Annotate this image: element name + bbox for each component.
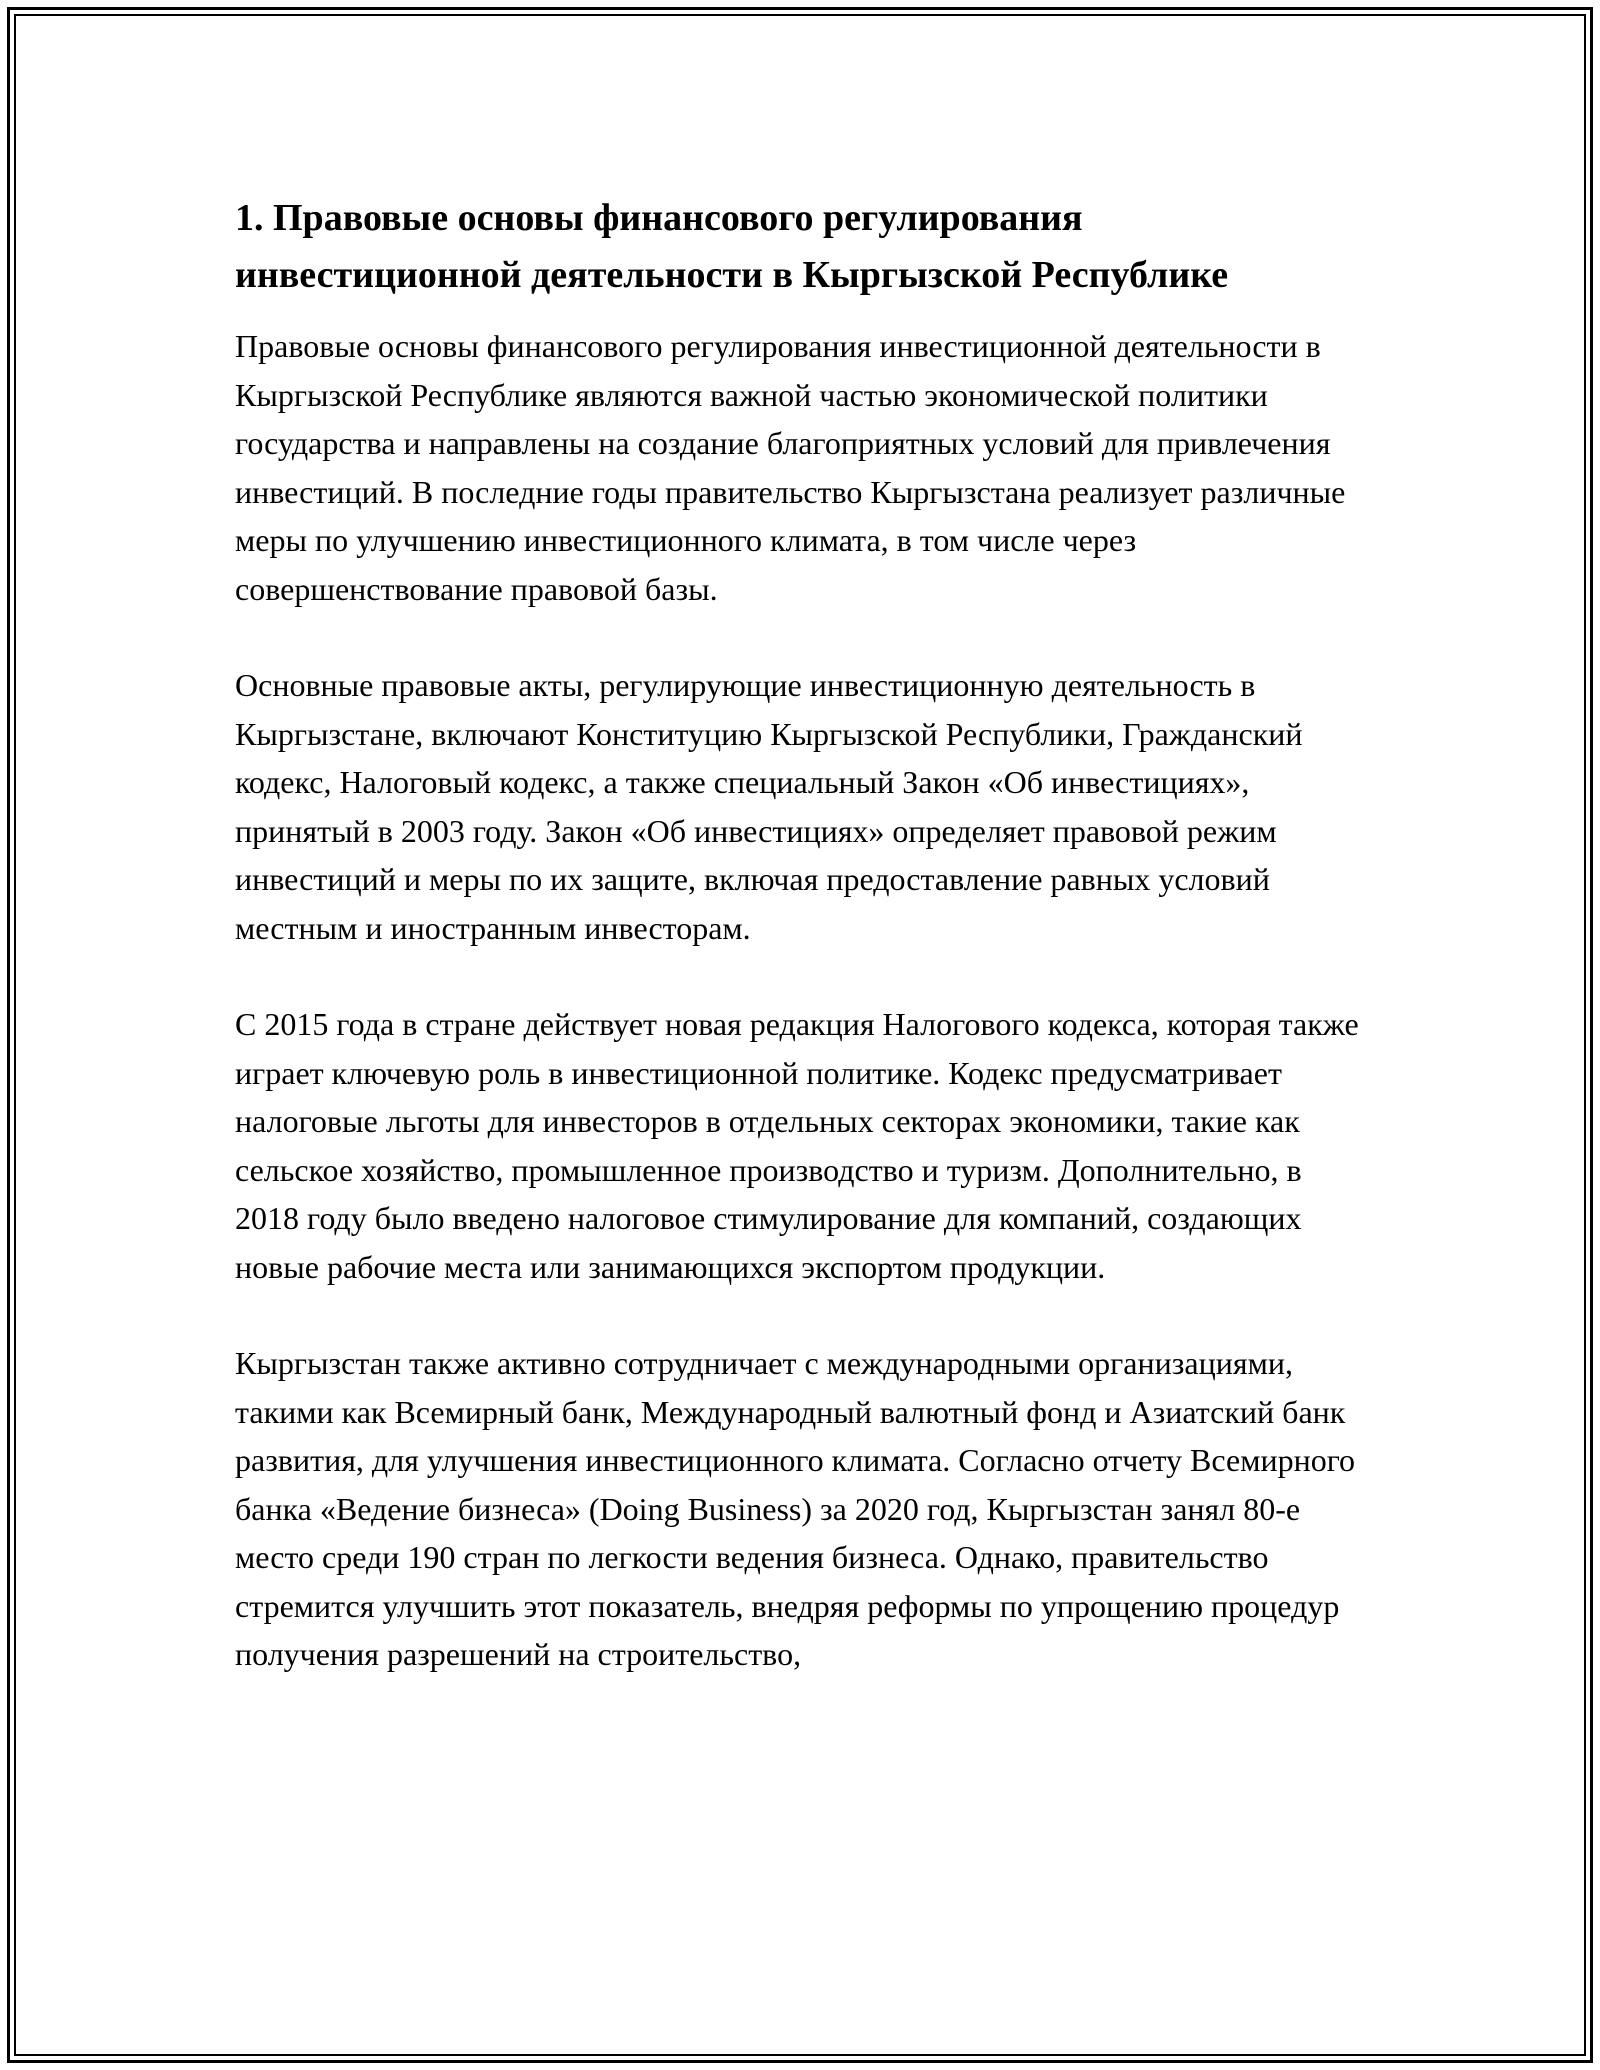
paragraph-legal-acts: Основные правовые акты, регулирующие инвестиционную деятельность в Кыргызстане, включают Конституцию Кыргызской Республики, Гражданский кодекс, Налоговый кодекс, а также специальный Закон «Об инвестициях», принятый в 2003 году. Закон «Об инвестициях» определяет правовой режим инвестиций и меры по их защите, включая предоставление равных условий местным и иностранным инвесторам.	[235, 667, 1303, 946]
paragraph-legal-basis: Правовые основы финансового регулирования инвестиционной деятельности в Кыргызской Республике являются важной частью экономической политики государства и направлены на создание благоприятных условий для привлечения инвестиций. В последние годы правительство Кыргызстана реализует различные меры по улучшению инвестиционного климата, в том числе через совершенствование правовой базы.	[235, 328, 1346, 607]
paragraph-tax-code: С 2015 года в стране действует новая редакция Налогового кодекса, которая также играет ключевую роль в инвестиционной политике. Кодекс предусматривает налоговые льготы для инвесторов в отдельных секторах экономики, такие как сельское хозяйство, промышленное производство и туризм. Дополнительно, в 2018 году было введено налоговое стимулирование для компаний, создающих новые рабочие места или занимающихся экспортом продукции.	[235, 1006, 1359, 1285]
section-heading: 1. Правовые основы финансового регулирования инвестиционной деятельности в Кыргызской Республике	[235, 197, 1229, 296]
document-body	[235, 190, 1370, 1679]
paragraph-international-cooperation: Кыргызстан также активно сотрудничает с международными организациями, такими как Всемирный банк, Международный валютный фонд и Азиатский банк развития, для улучшения инвестиционного климата. Согласно отчету Всемирного банка «Ведение бизнеса» (Doing Business) за 2020 год, Кыргызстан занял 80-е место среди 190 стран по легкости ведения бизнеса. Однако, правительство стремится улучшить этот показатель, внедряя реформы по упрощению процедур получения разрешений на строительство,	[235, 1345, 1356, 1672]
